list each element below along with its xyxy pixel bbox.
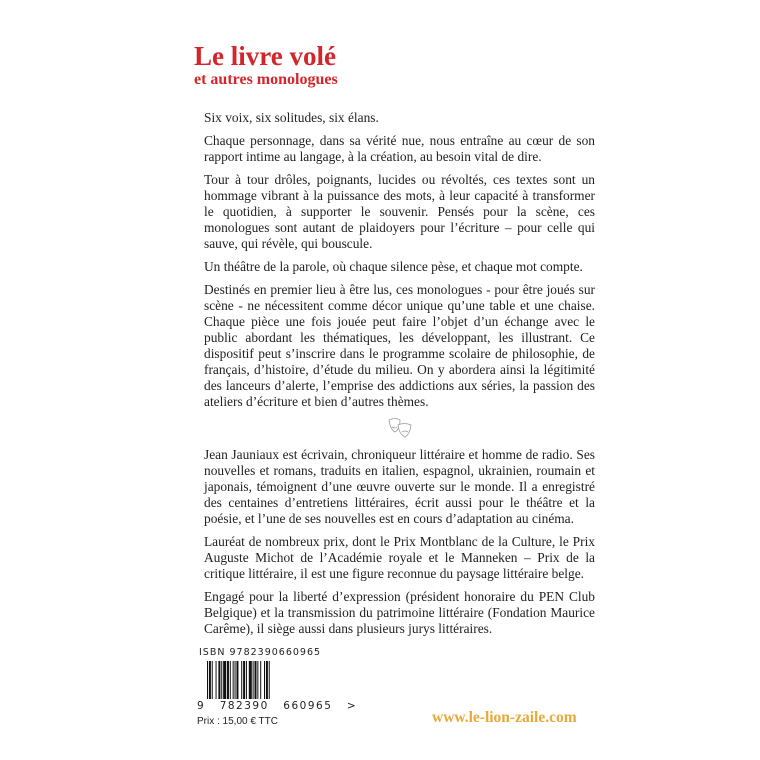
barcode-bar (212, 661, 213, 699)
barcode-digits: 9 782390 660965 > (197, 700, 358, 712)
book-title: Le livre volé (194, 41, 336, 71)
book-subtitle: et autres monologues (194, 71, 338, 88)
bio-paragraph: Engagé pour la liberté d’expression (président honoraire du PEN Club Belgique) et la transmission du patrimoine littéraire (Fondation Maurice Carême), il siège aussi dans plusieurs jurys littéraires. (204, 589, 595, 636)
blurb-paragraph: Tour à tour drôles, poignants, lucides ou révoltés, ces textes sont un hommage vibrant à la puissance des mots, à leur capacité à transformer le quotidien, à supporter le souvenir. Pensés pour la scène, ces monologues sont autant de plaidoyers pour l’écriture – pour celle qui sauve, qui révèle, qui bouscule. (204, 172, 595, 251)
barcode-bar (266, 661, 268, 699)
author-bio (204, 447, 595, 637)
isbn-label: ISBN 9782390660965 (199, 647, 322, 658)
blurb-paragraph: Six voix, six solitudes, six élans. (204, 110, 379, 125)
barcode-bar (260, 661, 261, 699)
bio-paragraph: Lauréat de nombreux prix, dont le Prix Montblanc de la Culture, le Prix Auguste Michot de l’Académie royale et le Manneken – Prix de la critique littéraire, il est une figure reconnue du paysage littéraire belge. (204, 534, 595, 581)
barcode-bar (269, 661, 270, 699)
barcode (207, 661, 302, 699)
price: Prix : 15,00 € TTC (197, 716, 278, 727)
blurb (204, 110, 595, 410)
back-cover-text (197, 110, 595, 737)
barcode-bar (253, 661, 254, 699)
barcode-bar (235, 661, 236, 699)
footer (197, 647, 595, 737)
theatre-masks-icon (387, 417, 413, 439)
barcode-bar (246, 661, 247, 699)
barcode-bar (257, 661, 258, 699)
barcode-bar (227, 661, 229, 699)
separator (204, 417, 595, 443)
barcode-bar (243, 661, 245, 699)
barcode-bar (233, 661, 234, 699)
barcode-bar (230, 661, 231, 699)
barcode-bar (209, 661, 211, 699)
barcode-bar (249, 661, 252, 699)
barcode-bar (264, 661, 265, 699)
publisher-website[interactable]: www.le-lion-zaile.com (432, 709, 577, 726)
blurb-paragraph: Chaque personnage, dans sa vérité nue, nous entraîne au cœur de son rapport intime au langage, à la création, au besoin vital de dire. (204, 133, 595, 164)
barcode-bar (223, 661, 226, 699)
blurb-paragraph: Destinés en premier lieu à être lus, ces monologues - pour être joués sur scène - ne nécessitent comme décor unique qu’une table et une chaise. Chaque pièce une fois jouée peut faire l’objet d’un échange avec le public abordant les thématiques, les développant, les illustrant. Ce dispositif peut s’inscrire dans le programme scolaire de philosophie, de français, d’histoire, d’étude du milieu. On y abordera ainsi la légitimité des lanceurs d’alerte, l’emprise des addictions aux séries, la passion des ateliers d’écriture et bien d’autres thèmes. (204, 282, 595, 409)
barcode-bar (236, 661, 238, 699)
barcode-bar (207, 661, 208, 699)
title-block (194, 42, 338, 90)
barcode-bar (218, 661, 220, 699)
barcode-bar (221, 661, 222, 699)
barcode-bar (241, 661, 242, 699)
barcode-bar (255, 661, 257, 699)
barcode-bar (216, 661, 217, 699)
bio-paragraph: Jean Jauniaux est écrivain, chroniqueur littéraire et homme de radio. Ses nouvelles et romans, traduits en italien, espagnol, ukrainien, roumain et japonais, témoignent d’une œuvre ouverte sur le monde. Il a enregistré des centaines d’entretiens littéraires, écrit aussi pour le théâtre et la poésie, et l’une de ses nouvelles est en cours d’adaptation au cinéma. (204, 447, 595, 526)
blurb-paragraph: Un théâtre de la parole, où chaque silence pèse, et chaque mot compte. (204, 259, 583, 274)
